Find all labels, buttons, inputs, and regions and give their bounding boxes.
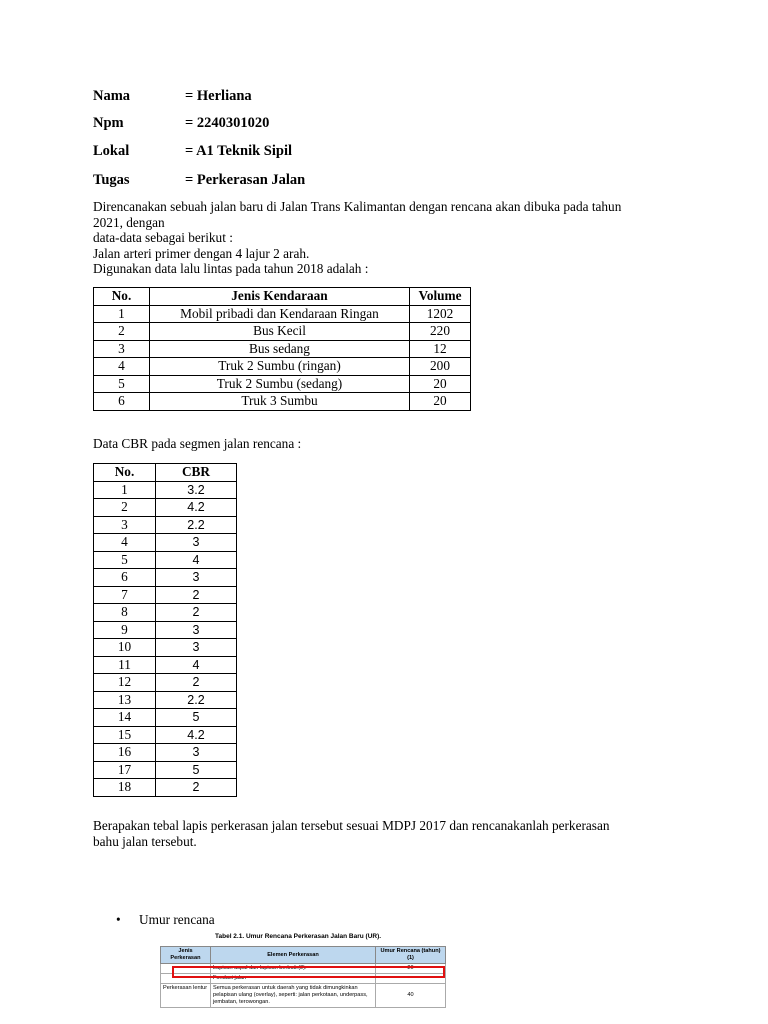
cell-no: 15 [94,726,156,744]
table-row [94,340,471,358]
cell-volume: 200 [410,358,471,376]
table-row [94,726,237,744]
cell-no: 3 [94,340,150,358]
table-row [94,604,237,622]
info-value: = A1 Teknik Sipil [185,143,293,159]
cell-cbr: 2 [156,586,237,604]
table-row [94,621,237,639]
figure-cell-umur: 40 [376,984,446,1008]
cell-cbr: 3 [156,621,237,639]
info-key: Nama [93,88,131,104]
cell-no: 5 [94,551,156,569]
cell-no: 17 [94,761,156,779]
cell-no: 14 [94,709,156,727]
cell-cbr: 5 [156,761,237,779]
cell-cbr: 2.2 [156,691,237,709]
info-key: Npm [93,115,124,131]
cell-cbr: 4 [156,656,237,674]
table-row [94,569,237,587]
figure-col-umur: Umur Rencana (tahun)(1) [376,947,446,964]
info-value: = Perkerasan Jalan [185,172,306,188]
cell-no: 1 [94,305,150,323]
figure-cell-jenis: Perkerasan lentur [161,984,211,1008]
cell-jenis-kendaraan: Bus Kecil [150,323,410,341]
traffic-volume-table [93,287,471,411]
col-header-volume: Volume [410,288,471,306]
cell-no: 1 [94,481,156,499]
table-row [94,551,237,569]
intro-line: data-data sebagai berikut : [93,230,233,245]
cell-cbr: 3 [156,744,237,762]
figure-col-jenis: Jenis Perkerasan [161,947,211,964]
col-header-no: No. [94,288,150,306]
intro-line: Jalan arteri primer dengan 4 lajur 2 arah. [93,245,310,261]
cell-no: 10 [94,639,156,657]
table-row [94,305,471,323]
cell-no: 16 [94,744,156,762]
table-row [94,481,237,499]
col-header-no: No. [94,464,156,482]
cell-jenis-kendaraan: Truk 2 Sumbu (sedang) [150,375,410,393]
table-row [94,499,237,517]
figure-cell-elemen: Lapisan aspal dan lapisan berbutir(2). [211,964,376,974]
table-row [94,586,237,604]
cell-jenis-kendaraan: Truk 3 Sumbu [150,393,410,411]
cell-volume: 20 [410,375,471,393]
bullet-text: Umur rencana [139,912,215,927]
cell-volume: 12 [410,340,471,358]
cell-cbr: 4 [156,551,237,569]
info-value: = Herliana [185,88,252,104]
cell-cbr: 3 [156,569,237,587]
table-row [94,779,237,797]
table-row [94,761,237,779]
intro-line: Digunakan data lalu lintas pada tahun 2018 adalah : [93,261,369,276]
figure-header-row [161,947,446,964]
cell-volume: 1202 [410,305,471,323]
col-header-cbr: CBR [156,464,237,482]
cell-cbr: 3.2 [156,481,237,499]
cell-cbr: 3 [156,639,237,657]
figure-cell-elemen: Fondasi jalan [211,974,376,984]
intro-line: 2021, dengan [93,214,165,230]
intro-paragraph [93,199,693,277]
cell-no: 9 [94,621,156,639]
cell-no: 6 [94,393,150,411]
table-row [94,691,237,709]
umur-rencana-figure [160,933,450,1024]
cbr-table [93,463,237,797]
cell-no: 12 [94,674,156,692]
figure-caption: Tabel 2.1. Umur Rencana Perkerasan Jalan Baru (UR). [215,933,382,940]
table-row [94,516,237,534]
info-key: Lokal [93,143,130,159]
cell-no: 5 [94,375,150,393]
figure-col-elemen: Elemen Perkerasan [211,947,376,964]
col-header-jenis-kendaraan: Jenis Kendaraan [150,288,410,306]
cell-jenis-kendaraan: Bus sedang [150,340,410,358]
table-row [94,709,237,727]
cell-no: 6 [94,569,156,587]
cell-cbr: 2 [156,779,237,797]
table-row [94,393,471,411]
question-line: bahu jalan tersebut. [93,833,197,849]
table-row [94,358,471,376]
cell-no: 8 [94,604,156,622]
bullet-icon: • [116,912,121,927]
cell-no: 2 [94,499,156,517]
cell-cbr: 2 [156,674,237,692]
cell-cbr: 5 [156,709,237,727]
cell-volume: 20 [410,393,471,411]
table-row [94,534,237,552]
table-header-row [94,464,237,482]
cell-no: 2 [94,323,150,341]
table-header-row [94,288,471,306]
table-row [94,639,237,657]
info-key: Tugas [93,172,130,188]
figure-row [161,984,446,1008]
table-row [94,323,471,341]
question-line: Berapakan tebal lapis perkerasan jalan tersebut sesuai MDPJ 2017 dan rencanakanlah perkerasan [93,818,610,833]
cell-cbr: 3 [156,534,237,552]
cell-no: 18 [94,779,156,797]
table-row [94,744,237,762]
intro-line: Direncanakan sebuah jalan baru di Jalan Trans Kalimantan dengan rencana akan dibuka pada tahun [93,199,622,214]
cell-no: 7 [94,586,156,604]
cell-no: 4 [94,534,156,552]
question-paragraph [93,818,693,849]
highlight-box [172,966,445,978]
cell-no: 13 [94,691,156,709]
cell-cbr: 4.2 [156,499,237,517]
cell-cbr: 2.2 [156,516,237,534]
table-row [94,375,471,393]
cell-jenis-kendaraan: Truk 2 Sumbu (ringan) [150,358,410,376]
table-row [94,674,237,692]
cbr-intro-text: Data CBR pada segmen jalan rencana : [93,436,302,451]
cell-cbr: 4.2 [156,726,237,744]
figure-cell-umur: 20 [376,964,446,974]
cell-volume: 220 [410,323,471,341]
cell-jenis-kendaraan: Mobil pribadi dan Kendaraan Ringan [150,305,410,323]
cell-no: 3 [94,516,156,534]
cell-cbr: 2 [156,604,237,622]
info-value: = 2240301020 [185,115,270,131]
cell-no: 4 [94,358,150,376]
cell-no: 11 [94,656,156,674]
figure-cell-elemen: Semua perkerasan untuk daerah yang tidak dimungkinkan pelapisan ulang (overlay), seperti: jalan perkotaan, underpass, jembatan, terowongan. [211,984,376,1008]
table-row [94,656,237,674]
